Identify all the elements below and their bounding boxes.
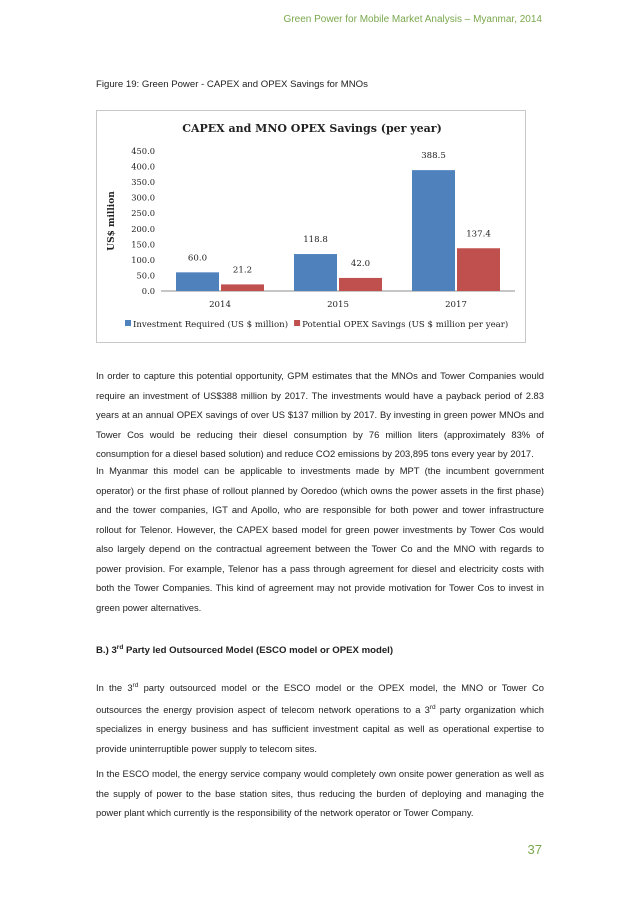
data-label: 137.4 xyxy=(466,229,491,240)
paragraph-3-part-b: party outsourced model or the ESCO model or the OPEX model, the MNO or Tower Co outsources the energy provision aspect of telecom network operations to a 3 xyxy=(96,682,544,715)
y-axis-label: US$ million xyxy=(107,191,117,251)
bar-opex-savings-2015 xyxy=(339,278,382,291)
paragraph-3-sup-1: rd xyxy=(132,682,139,689)
y-tick-label: 250.0 xyxy=(131,208,155,219)
section-heading-sup: rd xyxy=(116,644,124,651)
paragraph-2: In Myanmar this model can be applicable to investments made by MPT (the incumbent government operator) or the first phase of rollout planned by Ooredoo (which owns the power assets in the first phase) and the tower companies, IGT and Apollo, who are responsible for both power and tower infrastructure rollout for Telenor. However, the CAPEX based model for green power investments by Tower Cos would also largely depend on the contractual agreement between the Tower Co and the MNO with regards to power provision. For example, Telenor has a pass through agreement for diesel and electricity costs with both the Tower Companies. This kind of agreement may not provide motivation for Tower Cos to invest in green power alternatives. xyxy=(96,465,544,613)
paragraph-3-part-c: party organization which specializes in energy business and has sufficient investment capital as well as operational expertise to provide uninterruptible power supply to telecom sites. xyxy=(96,703,544,754)
paragraph-3-part-a: In the 3 xyxy=(96,682,133,694)
bar-investment-2017 xyxy=(412,170,455,291)
paragraph-2-block xyxy=(96,461,544,617)
x-tick-label: 2017 xyxy=(445,300,467,310)
y-tick-label: 450.0 xyxy=(131,146,155,156)
data-label: 42.0 xyxy=(350,258,371,269)
figure-caption: Figure 19: Green Power - CAPEX and OPEX Savings for MNOs xyxy=(96,79,368,90)
chart-canvas xyxy=(97,111,527,344)
section-heading-prefix: B.) 3 xyxy=(96,645,117,657)
legend-swatch-investment xyxy=(125,320,131,326)
y-tick-label: 50.0 xyxy=(136,270,155,281)
bar-opex-savings-2014 xyxy=(221,284,264,291)
y-tick-label: 300.0 xyxy=(131,192,155,203)
y-tick-label: 150.0 xyxy=(131,239,155,250)
bar-chart xyxy=(96,110,526,343)
paragraph-4-block xyxy=(96,764,544,823)
chart-title: CAPEX and MNO OPEX Savings (per year) xyxy=(182,122,442,135)
paragraph-3 xyxy=(96,676,544,758)
paragraph-3-sup-2: rd xyxy=(429,703,436,711)
x-tick-label: 2015 xyxy=(327,300,349,310)
data-label: 60.0 xyxy=(187,253,208,264)
y-tick-label: 100.0 xyxy=(131,254,155,265)
y-tick-label: 200.0 xyxy=(131,223,155,234)
paragraph-4: In the ESCO model, the energy service company would completely own onsite power generation as well as the supply of power to the base station sites, thus reducing the burden of deploying and managing the power plant which currently is the responsibility of the network operator or Tower Company. xyxy=(96,768,544,818)
data-label: 118.8 xyxy=(303,235,328,246)
paragraph-1-block xyxy=(96,366,544,464)
bar-investment-2014 xyxy=(176,272,219,291)
y-tick-label: 350.0 xyxy=(131,177,155,188)
bar-opex-savings-2017 xyxy=(457,248,500,291)
legend-label-opex-savings: Potential OPEX Savings (US $ million per year) xyxy=(302,320,509,330)
bar-investment-2015 xyxy=(294,254,337,291)
data-label: 21.2 xyxy=(232,265,253,276)
section-heading-rest: Party led Outsourced Model (ESCO model or OPEX model) xyxy=(123,645,394,657)
page-number: 37 xyxy=(527,842,542,857)
legend-swatch-opex-savings xyxy=(294,320,300,326)
paragraph-1: In order to capture this potential opportunity, GPM estimates that the MNOs and Tower Companies would require an investment of US$388 million by 2017. The investments would have a payback period of 2.83 years at an annual OPEX savings of over US $137 million by 2017. By investing in green power MNOs and Tower Cos would be reducing their diesel consumption by 76 million liters (approximately 83% of consumption for a diesel based solution) and reduce CO2 emissions by 203,895 tons every year by 2017. xyxy=(96,370,544,459)
y-tick-label: 400.0 xyxy=(131,161,155,172)
paragraph-3-block xyxy=(96,676,544,758)
running-header: Green Power for Mobile Market Analysis – Myanmar, 2014 xyxy=(283,14,542,25)
legend-label-investment: Investment Required (US $ million) xyxy=(133,320,289,330)
y-tick-label: 0.0 xyxy=(141,286,155,296)
x-tick-label: 2014 xyxy=(209,300,231,310)
section-heading-b xyxy=(96,644,393,656)
data-label: 388.5 xyxy=(421,151,446,162)
